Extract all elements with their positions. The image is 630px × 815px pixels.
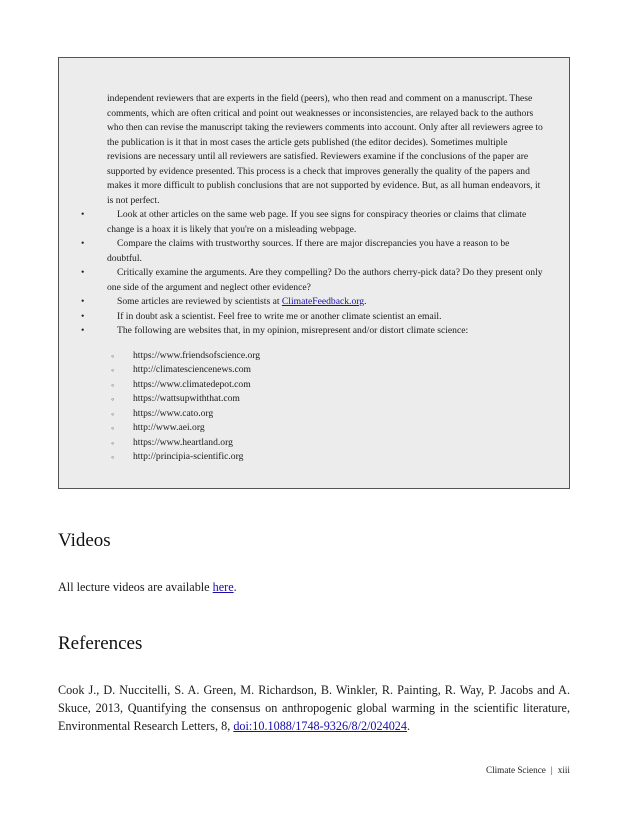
list-item: • The following are websites that, in my opinion, misrepresent and/or distort climate science: bbox=[107, 324, 543, 339]
videos-here-link[interactable]: here bbox=[212, 580, 234, 594]
info-box-content bbox=[81, 92, 543, 465]
misleading-sites-list bbox=[107, 349, 543, 465]
bullet-icon: • bbox=[81, 238, 85, 249]
circle-bullet-icon: ◦ bbox=[111, 437, 115, 448]
list-item: • Some articles are reviewed by scientists at ClimateFeedback.org. bbox=[107, 295, 543, 310]
circle-bullet-icon: ◦ bbox=[111, 394, 115, 404]
bullet-icon: • bbox=[81, 267, 85, 278]
circle-bullet-icon: ◦ bbox=[111, 365, 115, 375]
bullet-icon: • bbox=[81, 296, 85, 307]
bullet-icon: • bbox=[81, 310, 85, 322]
tips-list bbox=[81, 208, 543, 339]
bullet-icon: • bbox=[81, 209, 85, 220]
site-item: ◦ https://wattsupwiththat.com bbox=[133, 392, 543, 407]
list-item: • If in doubt ask a scientist. Feel free to write me or another climate scientist an email. bbox=[107, 310, 543, 325]
site-item: ◦ http://principia-scientific.org bbox=[133, 450, 543, 465]
footer-separator: | bbox=[550, 765, 553, 775]
peer-review-paragraph: independent reviewers that are experts in the field (peers), who then read and comment on a manuscript. These comments, which are often critical and point out weaknesses or inconsistencies, are relayed back to the authors who then can revise the manuscript taking the reviewers comments into account. Only after all reviewers agree to the publication is it that in most cases the article gets published (the editor decides). Sometimes multiple revisions are necessary until all reviewers are satisfied. Reviewers examine if the conclusions of the paper are supported by evidence presented. This process is a check that improves generally the quality of the papers and makes it more difficult to publish conclusions that are not supported by evidence. But, as all human endeavors, it is not perfect. bbox=[107, 93, 543, 206]
climatefeedback-link[interactable]: ClimateFeedback.org bbox=[281, 296, 365, 307]
site-item: ◦ https://www.cato.org bbox=[133, 407, 543, 422]
circle-bullet-icon: ◦ bbox=[111, 350, 115, 361]
references-heading: References bbox=[58, 633, 143, 654]
circle-bullet-icon: ◦ bbox=[111, 452, 115, 462]
bullet-icon: • bbox=[81, 325, 85, 336]
site-item: ◦ http://www.aei.org bbox=[133, 421, 543, 436]
videos-paragraph: All lecture videos are available here. bbox=[58, 580, 237, 594]
circle-bullet-icon: ◦ bbox=[111, 423, 115, 433]
page-number: xiii bbox=[557, 765, 570, 775]
page-footer bbox=[486, 765, 570, 775]
site-item: ◦ https://www.friendsofscience.org bbox=[133, 349, 543, 364]
list-item: • Compare the claims with trustworthy sources. If there are major discrepancies you have a reason to be doubtful. bbox=[81, 238, 510, 264]
info-box bbox=[58, 57, 570, 489]
doi-link[interactable]: doi:10.1088/1748-9326/8/2/024024 bbox=[233, 719, 407, 733]
site-item: ◦ http://climatesciencenews.com bbox=[133, 363, 543, 378]
circle-bullet-icon: ◦ bbox=[111, 408, 115, 419]
list-item: • Critically examine the arguments. Are they compelling? Do the authors cherry-pick data? Do they present only one side of the argument and neglect other evidence? bbox=[81, 267, 543, 293]
site-item: ◦ https://www.heartland.org bbox=[133, 436, 543, 451]
reference-citation: Cook J., D. Nuccitelli, S. A. Green, M. Richardson, B. Winkler, R. Painting, R. Way, P. Jacobs and A. Skuce, 2013, Quantifying the consensus on anthropogenic global warming in the scientific literature, Environmental Research Letters, 8, doi:10.1088/1748-9326/8/2/024024. bbox=[58, 683, 570, 733]
site-item: ◦ https://www.climatedepot.com bbox=[133, 378, 543, 393]
footer-book-title: Climate Science bbox=[485, 765, 546, 775]
videos-heading: Videos bbox=[58, 530, 111, 551]
list-item: • Look at other articles on the same web page. If you see signs for conspiracy theories or claims that climate change is a hoax it is likely that you're on a misleading webpage. bbox=[81, 209, 527, 235]
circle-bullet-icon: ◦ bbox=[111, 379, 115, 390]
